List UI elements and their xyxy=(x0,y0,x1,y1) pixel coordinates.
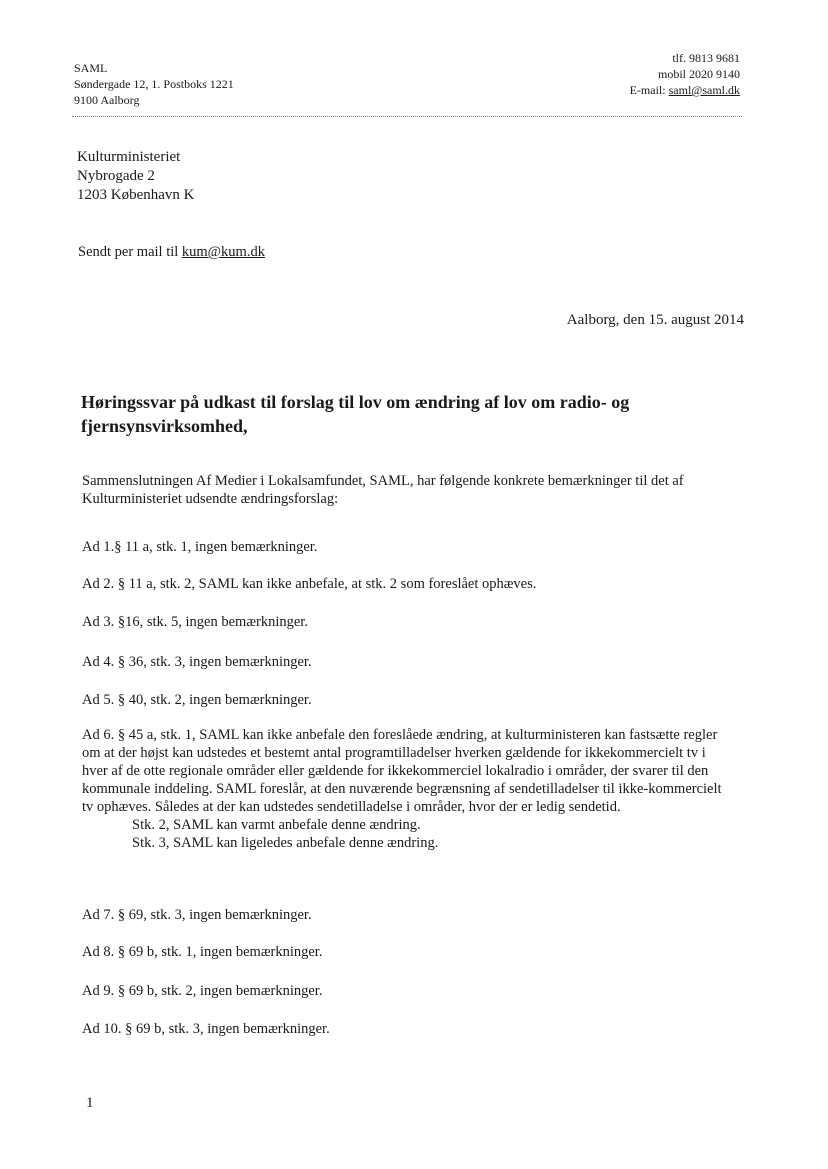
phone-number: tlf. 9813 9681 xyxy=(672,51,740,65)
comment-item-4: Ad 4. § 36, stk. 3, ingen bemærkninger. xyxy=(82,654,312,670)
sender-city: 9100 Aalborg xyxy=(74,93,140,107)
page-number: 1 xyxy=(86,1095,94,1111)
comment-item-6 xyxy=(82,726,732,852)
recipient-city: 1203 København K xyxy=(77,187,195,203)
letter-body xyxy=(82,472,742,1037)
letter-subject: Høringssvar på udkast til forslag til lov om ændring af lov om radio- og fjernsynsvirksomhed, xyxy=(81,392,630,436)
sent-text: Sendt per mail til xyxy=(78,244,182,260)
recipient-address xyxy=(77,148,194,205)
sender-address xyxy=(74,60,234,108)
sent-by-mail xyxy=(78,244,265,261)
email-label: E-mail: xyxy=(629,83,669,97)
comment-item-6-main: Ad 6. § 45 a, stk. 1, SAML kan ikke anbefale den foreslåede ændring, at kulturministeren kan fastsætte regler om at der højst kan udstedes et bestemt antal programtilladelser hverken gældende for ikkekommercielt tv i hver af de otte regionale områder eller gældende for ikkekommerciel lokalradio i områder, der svarer til den kommunale inddeling. SAML foreslår, at den nuværende begrænsning af sendetilladelser til ikke-kommercielt tv ophæves. Således at der kan udstedes sendetilladelse i områder, hvor der er ledig sendetid. xyxy=(82,727,722,815)
sender-contact xyxy=(630,50,740,98)
email-line xyxy=(630,82,740,98)
comment-item-10: Ad 10. § 69 b, stk. 3, ingen bemærkninger. xyxy=(82,1021,330,1037)
comment-item-6-stk3: Stk. 3, SAML kan ligeledes anbefale denne ændring. xyxy=(132,835,439,851)
intro-paragraph: Sammenslutningen Af Medier i Lokalsamfundet, SAML, har følgende konkrete bemærkninger til det af Kulturministeriet udsendte ændringsforslag: xyxy=(82,473,684,507)
recipient-street: Nybrogade 2 xyxy=(77,168,155,184)
comment-item-5: Ad 5. § 40, stk. 2, ingen bemærkninger. xyxy=(82,692,312,708)
comment-item-9: Ad 9. § 69 b, stk. 2, ingen bemærkninger. xyxy=(82,983,323,999)
sender-name: SAML xyxy=(74,61,108,75)
sender-street: Søndergade 12, 1. Postboks 1221 xyxy=(74,77,234,91)
sender-email-link[interactable]: saml@saml.dk xyxy=(668,83,740,97)
comment-item-1: Ad 1.§ 11 a, stk. 1, ingen bemærkninger. xyxy=(82,539,318,555)
comment-item-6-stk2: Stk. 2, SAML kan varmt anbefale denne ændring. xyxy=(132,817,421,833)
comment-item-2: Ad 2. § 11 a, stk. 2, SAML kan ikke anbefale, at stk. 2 som foreslået ophæves. xyxy=(82,576,537,592)
comment-item-3: Ad 3. §16, stk. 5, ingen bemærkninger. xyxy=(82,614,308,630)
letter-date: Aalborg, den 15. august 2014 xyxy=(566,312,744,328)
comment-item-7: Ad 7. § 69, stk. 3, ingen bemærkninger. xyxy=(82,907,312,923)
comment-item-8: Ad 8. § 69 b, stk. 1, ingen bemærkninger. xyxy=(82,944,323,960)
recipient-email-link[interactable]: kum@kum.dk xyxy=(181,244,265,260)
recipient-name: Kulturministeriet xyxy=(77,149,181,165)
mobile-number: mobil 2020 9140 xyxy=(657,67,740,81)
header-divider xyxy=(72,116,742,117)
